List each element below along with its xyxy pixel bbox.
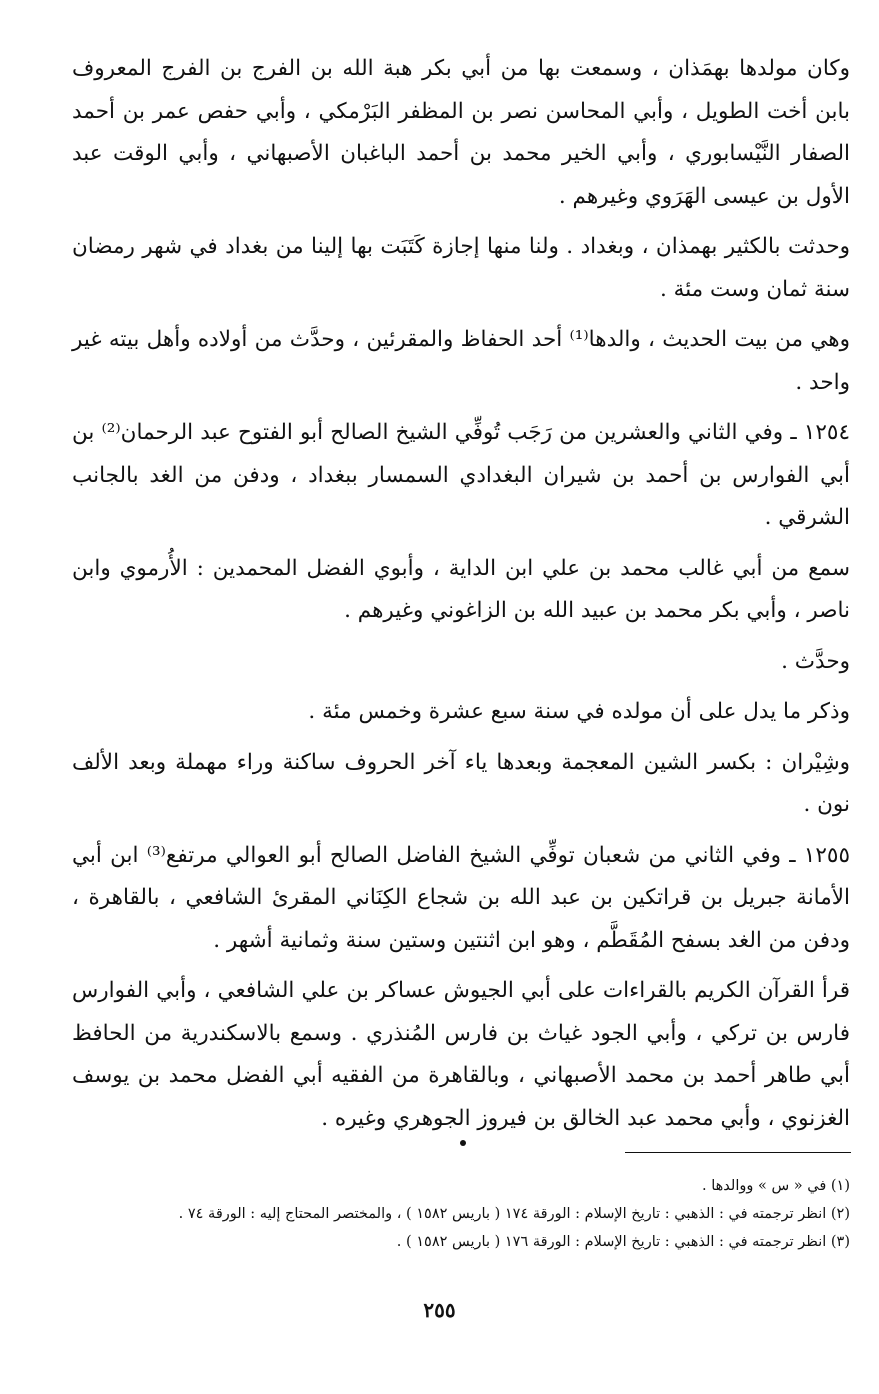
footnote-2: (٢) انظر ترجمته في : الذهبي : تاريخ الإسلام : الورقة ١٧٤ ( باريس ١٥٨٢ ) ، والمختصر المحتاج إليه : الورقة ٧٤ .: [178, 1206, 850, 1222]
paragraph-3: وهي من بيت الحديث ، والدها⁽¹⁾ أحد الحفاظ والمقرئين ، وحدَّث من أولاده وأهل بيته غير واحد .: [72, 327, 850, 395]
footnotes: [72, 1172, 850, 1256]
paragraph-1: وكان مولدها بهمَذان ، وسمعت بها من أبي بكر هبة الله بن الفرج بن الفرج المعروف بابن أخت الطويل ، وأبي المحاسن نصر بن المظفر البَرْمكي ، وأبي حفص عمر بن أحمد الصفار النَّيْسابوري ، وأبي الخير محمد بن أحمد الباغبان الأصبهاني ، وأبي الوقت عبد الأول بن عيسى الهَرَوي وغيرهم .: [72, 56, 850, 209]
main-text: [72, 48, 850, 1148]
entry-1255: ١٢٥٥ ـ وفي الثاني من شعبان توفِّي الشيخ الفاضل الصالح أبو العوالي مرتفع⁽³⁾ ابن أبي الأمانة جبريل بن قراتكين بن عبد الله بن شجاع الكِنَاني المقرئ الشافعي ، بالقاهرة ، ودفن من الغد بسفح المُقَطَّم ، وهو ابن اثنتين وستين سنة وثمانية أشهر .: [72, 842, 850, 953]
paragraph-10: قرأ القرآن الكريم بالقراءات على أبي الجيوش عساكر بن علي الشافعي ، وأبي الفوارس فارس بن تركي ، وأبي الجود غياث بن فارس المُنذري . وسمع بالاسكندرية من الحافظ أبي طاهر أحمد بن محمد الأصبهاني ، وبالقاهرة من الفقيه أبي الفضل محمد بن يوسف الغزنوي ، وأبي محمد عبد الخالق بن فيروز الجوهري وغيره .: [72, 978, 850, 1131]
paragraph-7: وذكر ما يدل على أن مولده في سنة سبع عشرة وخمس مئة .: [308, 699, 850, 724]
paragraph-5: سمع من أبي غالب محمد بن علي ابن الداية ، وأبوي الفضل المحمدين : الأُرموي وابن ناصر ، وأبي بكر محمد بن عبيد الله بن الزاغوني وغيرهم .: [72, 555, 850, 623]
footnote-1: (١) في « س » ووالدها .: [702, 1178, 850, 1194]
page-number: ٢٥٥: [423, 1298, 456, 1322]
end-dot: [460, 1140, 466, 1146]
paragraph-2: وحدثت بالكثير بهمذان ، وبغداد . ولنا منها إجازة كَتَبَت بها إلينا من بغداد في شهر رمضان سنة ثمان وست مئة .: [72, 234, 850, 302]
paragraph-8: وشِيْران : بكسر الشين المعجمة وبعدها ياء آخر الحروف ساكنة وراء مهملة وبعد الألف نون .: [72, 749, 850, 817]
footnote-divider: [625, 1152, 851, 1153]
footnote-3: (٣) انظر ترجمته في : الذهبي : تاريخ الإسلام : الورقة ١٧٦ ( باريس ١٥٨٢ ) .: [396, 1234, 850, 1250]
entry-1254: ١٢٥٤ ـ وفي الثاني والعشرين من رَجَب تُوفِّي الشيخ الصالح أبو الفتوح عبد الرحمان⁽²⁾ بن أبي الفوارس بن أحمد بن شيران البغدادي السمسار ببغداد ، ودفن من الغد بالجانب الشرقي .: [72, 420, 850, 530]
paragraph-6: وحدَّث .: [781, 648, 850, 674]
